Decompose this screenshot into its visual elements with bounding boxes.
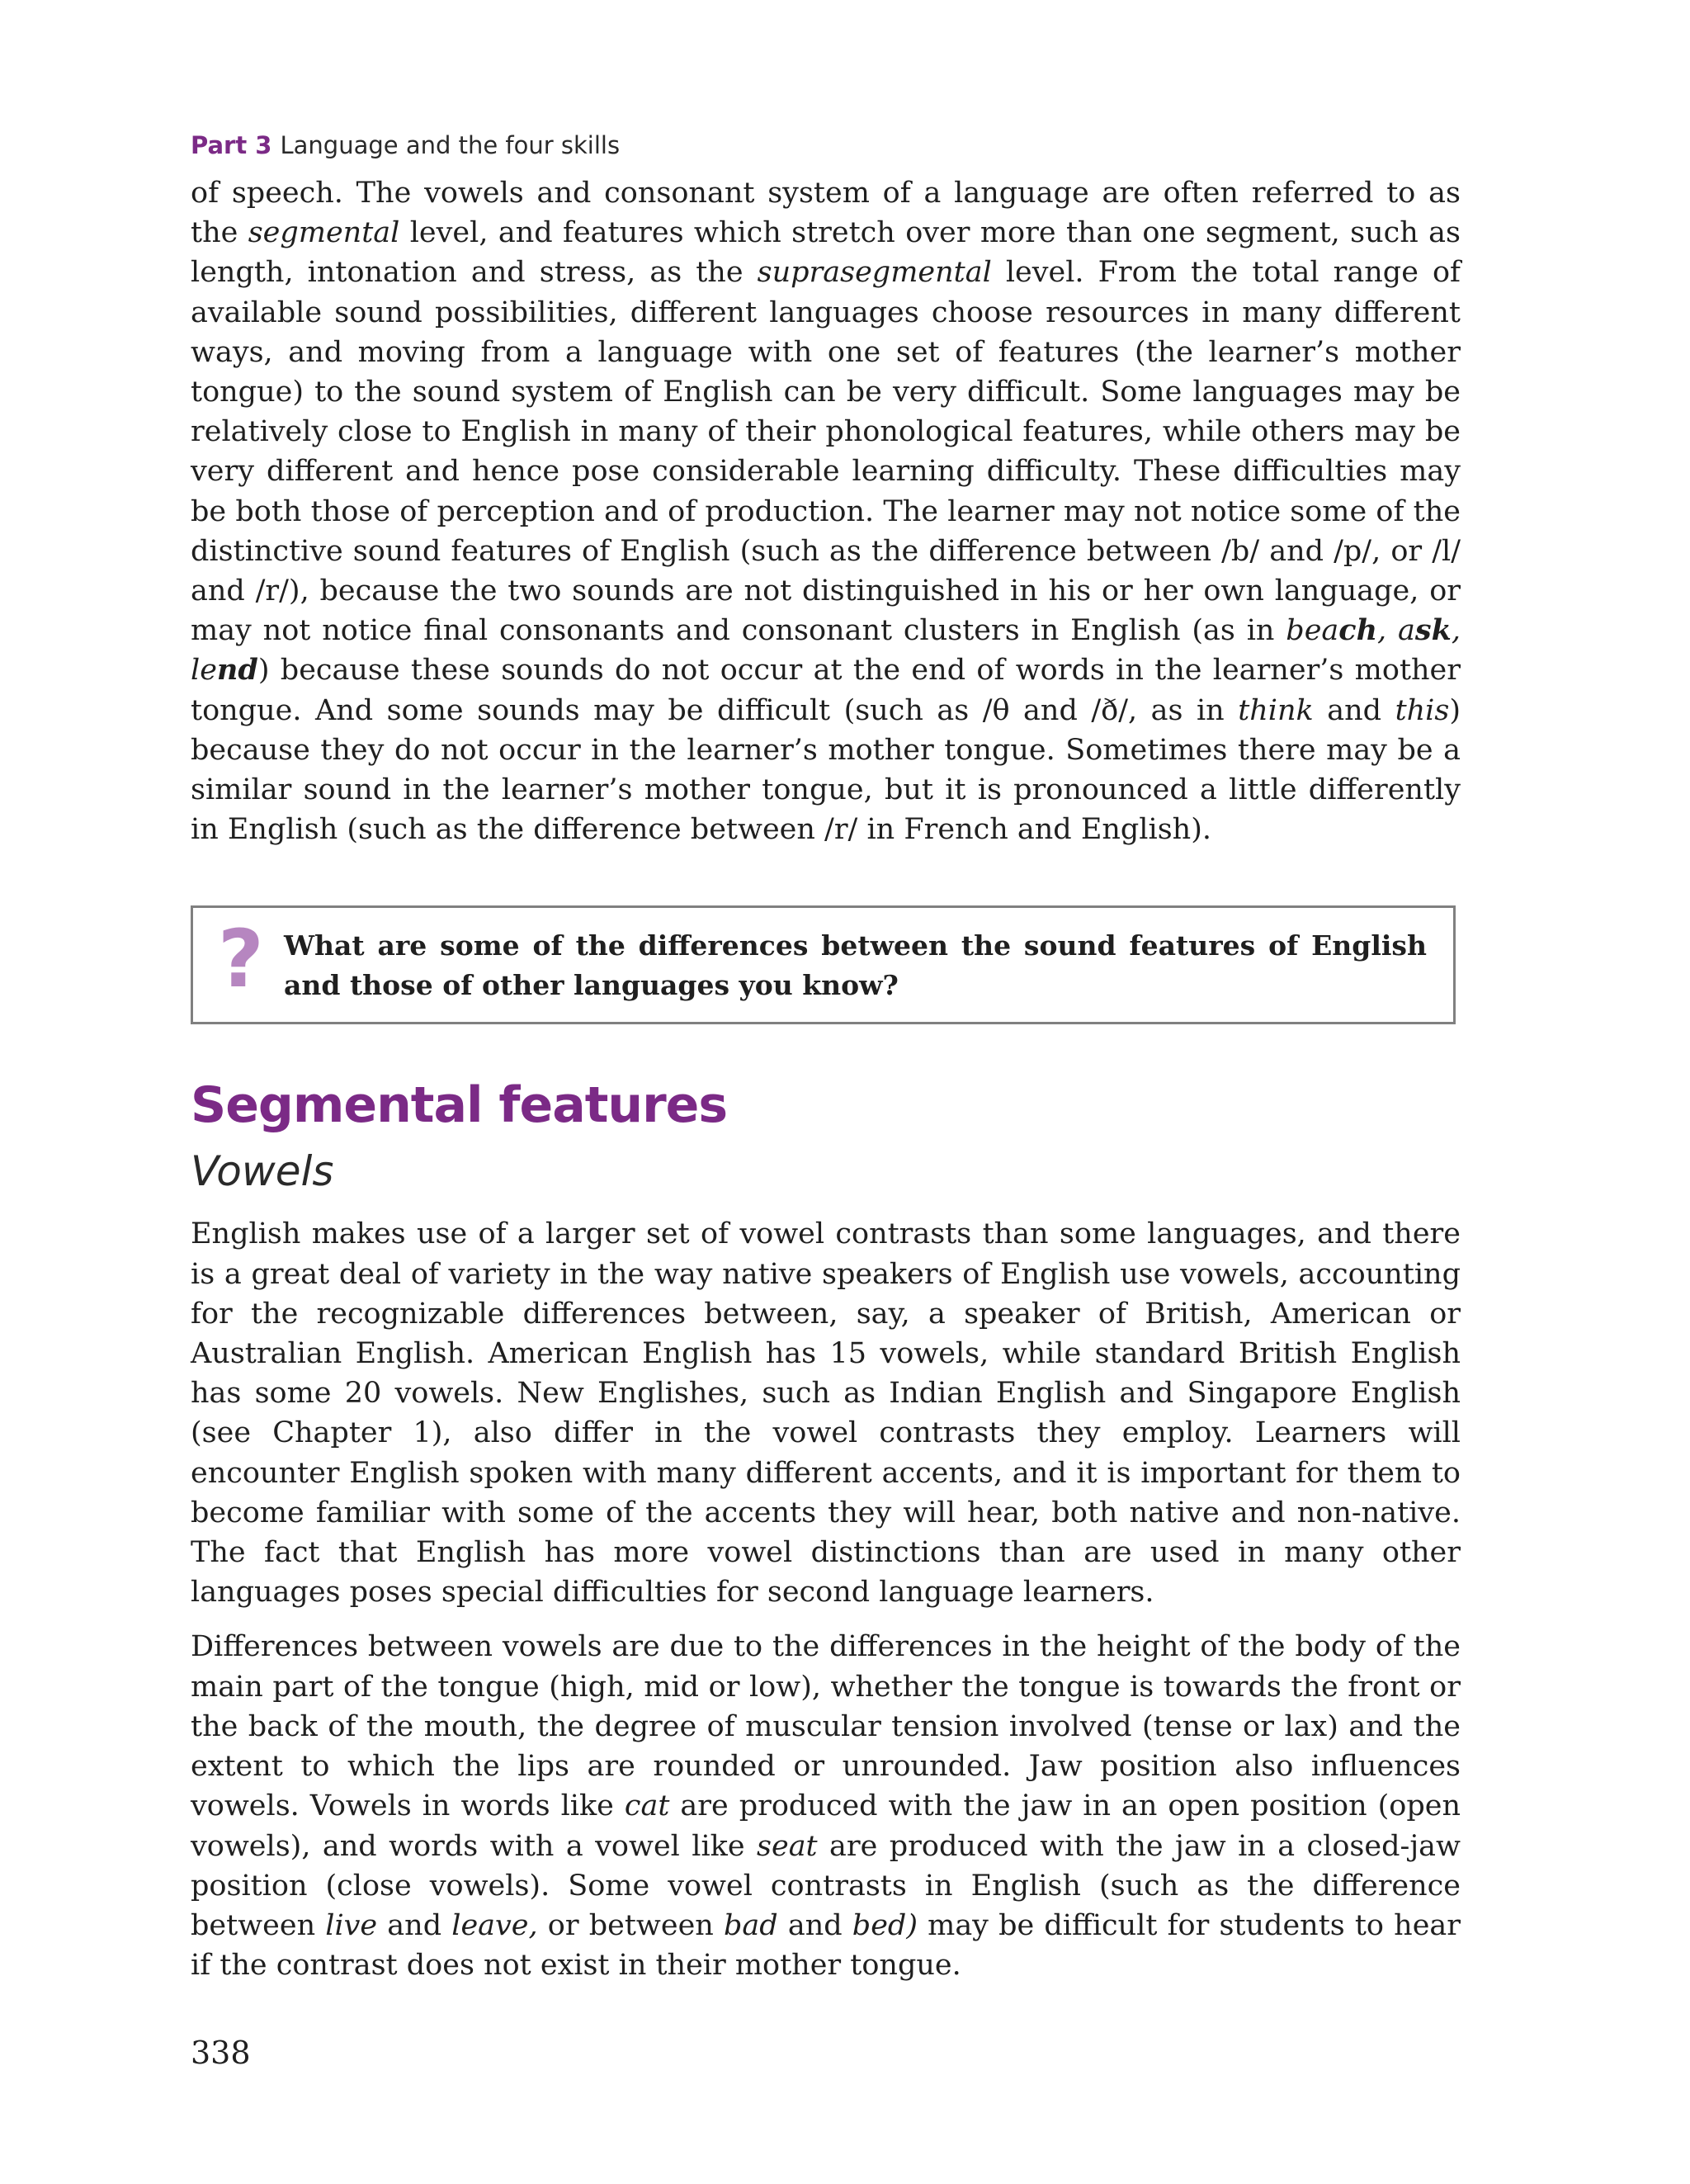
- page-content: [191, 124, 1461, 2071]
- italic-term: this: [1395, 693, 1450, 727]
- example-word-emphasis: nd: [216, 653, 258, 688]
- text-run: are produced with the jaw in an open position (open vowels), and words with a vowel like: [191, 1789, 1461, 1863]
- italic-term: suprasegmental: [757, 256, 992, 290]
- text-run: or between: [537, 1908, 724, 1942]
- text-run: and: [1313, 693, 1395, 727]
- paragraph-speech-features: [191, 173, 1461, 849]
- text-run: ) because these sounds do not occur at the end of words in the learner’s mother tongue. And some sounds may be difficult (such as /θ and /ð/, as in: [191, 654, 1461, 727]
- text-run: and: [377, 1908, 452, 1942]
- section-heading: Segmental features: [191, 1076, 728, 1135]
- italic-term: think: [1238, 693, 1314, 727]
- text-run: level, and features which stretch over more than one segment, such as length, intonation and stress, as the: [191, 216, 1461, 290]
- italic-term: leave,: [451, 1908, 538, 1942]
- example-word-emphasis: ch: [1338, 613, 1378, 648]
- example-word-part: , a: [1377, 614, 1415, 648]
- paragraph-vowel-differences: [191, 1627, 1461, 1985]
- example-word-part: bea: [1286, 614, 1339, 648]
- running-head-title: Language and the four skills: [280, 131, 621, 159]
- text-run: may be difficult for students to hear if the contrast does not exist in their mother tongue.: [191, 1908, 1461, 1983]
- question-mark-icon: ?: [218, 913, 264, 1006]
- italic-term: bed): [852, 1908, 918, 1942]
- text-run: of speech. The vowels and consonant system of a language are often referred to as the: [191, 177, 1461, 250]
- running-head-part: Part 3: [191, 131, 272, 159]
- text-run: and: [777, 1908, 852, 1942]
- reflection-question-text: What are some of the differences between the sound features of English and those of other languages you know?: [284, 929, 1427, 1002]
- italic-term: seat: [757, 1829, 818, 1863]
- reflection-question-box: [191, 905, 1456, 1024]
- example-word-emphasis: sk: [1414, 613, 1452, 648]
- italic-term: live: [325, 1908, 378, 1942]
- italic-term: cat: [624, 1789, 670, 1823]
- italic-term: segmental: [248, 216, 400, 250]
- page-number: 338: [191, 2035, 251, 2072]
- text-run: Differences between vowels are due to the differences in the height of the body of the main part of the tongue (high, mid or low), whether the tongue is towards the front or the back of the mouth, the degree of muscular tension involved (tense or lax) and the extent to which the lips are rounded or unrounded. Jaw position also influences vowels. Vowels in words like: [191, 1630, 1461, 1823]
- text-run: level. From the total range of available sound possibilities, different languages choose resources in many different ways, and moving from a language with one set of features (the learner’s mother tongue) to the sound system of English can be very difficult. Some languages may be relatively close to English in many of their phonological features, while others may be very different and hence pose considerable learning difficulty. These difficulties may be both those of perception and of production. The learner may not notice some of the distinctive sound features of English (such as the difference between /b/ and /p/, or /l/ and /r/), because the two sounds are not distinguished in his or her own language, or may not notice final consonants and consonant clusters in English (as in: [191, 256, 1461, 648]
- text-run: ) because they do not occur in the learner’s mother tongue. Sometimes there may be a similar sound in the learner’s mother tongue, but it is pronounced a little differently in English (such as the difference between /r/ in French and English).: [191, 693, 1461, 847]
- subsection-heading: Vowels: [191, 1147, 334, 1196]
- italic-term: bad: [724, 1908, 778, 1942]
- text-run: are produced with the jaw in a closed-jaw position (close vowels). Some vowel contrasts in English (such as the difference between: [191, 1829, 1461, 1942]
- example-word-part: , le: [191, 614, 1461, 688]
- running-head: [191, 124, 1461, 173]
- paragraph-vowel-contrasts: English makes use of a larger set of vowel contrasts than some languages, and there is a great deal of variety in the way native speakers of English use vowels, accounting for the recognizable differences between, say, a speaker of British, American or Australian English. American English has 15 vowels, while standard British English has some 20 vowels. New Englishes, such as Indian English and Singapore English (see Chapter 1), also differ in the vowel contrasts they employ. Learners will encounter English spoken with many different accents, and it is important for them to become familiar with some of the accents they will hear, both native and non-native. The fact that English has more vowel distinctions than are used in many other languages poses special difficulties for second language learners.: [191, 1217, 1461, 1610]
